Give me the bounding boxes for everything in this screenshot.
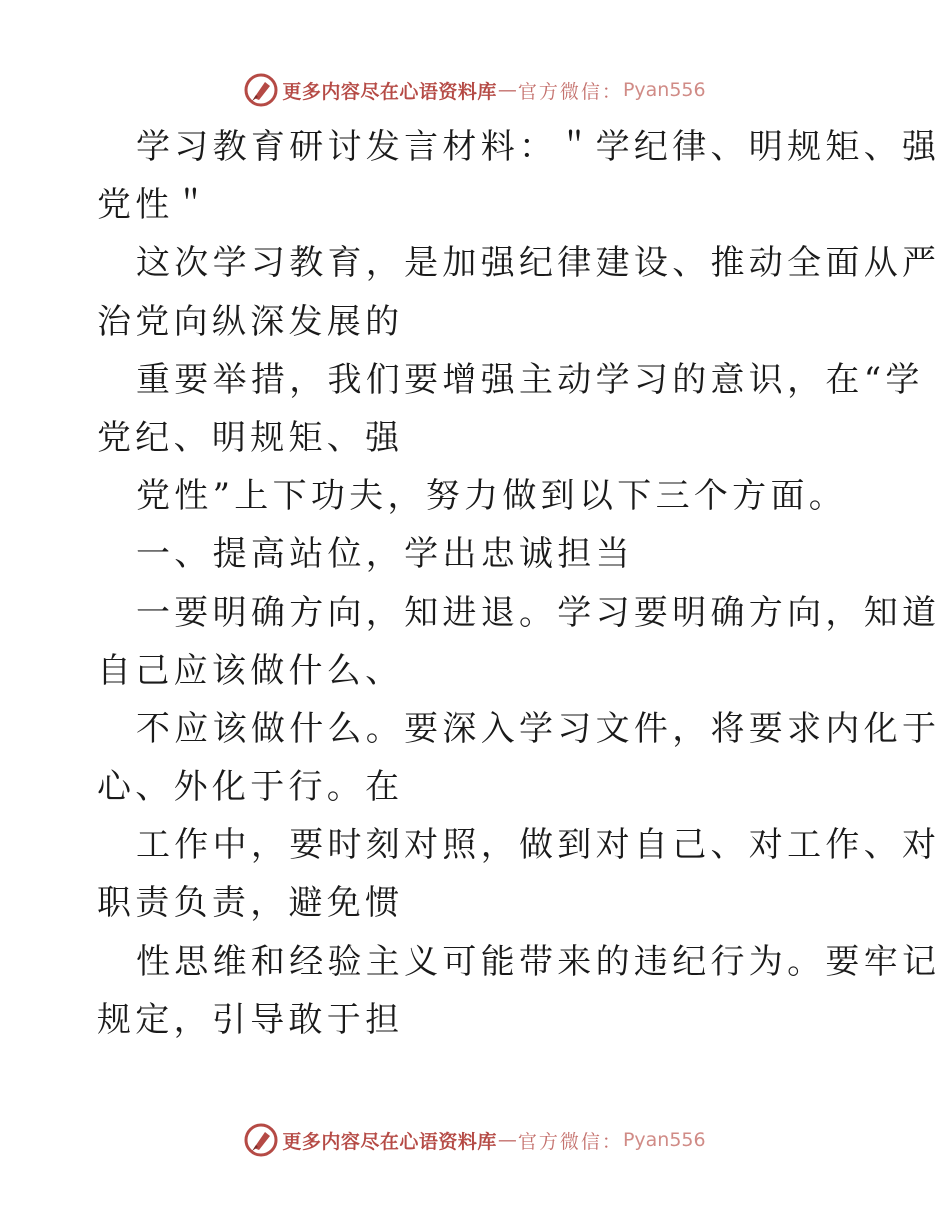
banner-wechat-id: Pyan556 <box>622 79 706 101</box>
pen-nib-logo-icon <box>244 73 278 107</box>
text-line: 心、外化于行。在 <box>97 767 404 808</box>
text-line: 职责负责，避免惯 <box>97 883 404 924</box>
text-line: 党纪、明规矩、强 <box>97 417 404 458</box>
text-line: 重要举措，我们要增强主动学习的意识，在“学 <box>136 359 924 400</box>
text-line: 这次学习教育，是加强纪律建设、推动全面从严 <box>136 243 941 284</box>
banner-wechat-id: Pyan556 <box>622 1129 706 1151</box>
pen-nib-logo-icon <box>244 1123 278 1157</box>
header-banner <box>0 70 950 110</box>
text-line: 党性”上下功夫，努力做到以下三个方面。 <box>136 476 848 517</box>
banner-wechat-label: 官方微信： <box>517 1130 623 1153</box>
text-line: 一要明确方向，知进退。学习要明确方向，知道 <box>136 592 941 633</box>
text-line: 党性＂ <box>97 185 212 226</box>
text-line: 学习教育研讨发言材料：＂学纪律、明规矩、强 <box>136 127 941 167</box>
footer-banner <box>0 1120 950 1160</box>
banner-title: 更多内容尽在心语资料库 <box>282 80 497 103</box>
banner-separator: — <box>497 1129 517 1151</box>
document-body <box>97 118 941 1049</box>
banner-title: 更多内容尽在心语资料库 <box>282 1130 497 1153</box>
text-line: 工作中，要时刻对照，做到对自己、对工作、对 <box>136 825 941 866</box>
text-line: 治党向纵深发展的 <box>97 301 404 342</box>
banner-separator: — <box>497 79 517 101</box>
text-line: 不应该做什么。要深入学习文件，将要求内化于 <box>136 708 941 749</box>
text-line: 自己应该做什么、 <box>97 650 404 691</box>
text-line: 规定，引导敢于担 <box>97 999 404 1040</box>
banner-wechat-label: 官方微信： <box>517 80 623 103</box>
text-line: 一、提高站位，学出忠诚担当 <box>136 534 634 575</box>
text-line: 性思维和经验主义可能带来的违纪行为。要牢记 <box>136 941 941 982</box>
